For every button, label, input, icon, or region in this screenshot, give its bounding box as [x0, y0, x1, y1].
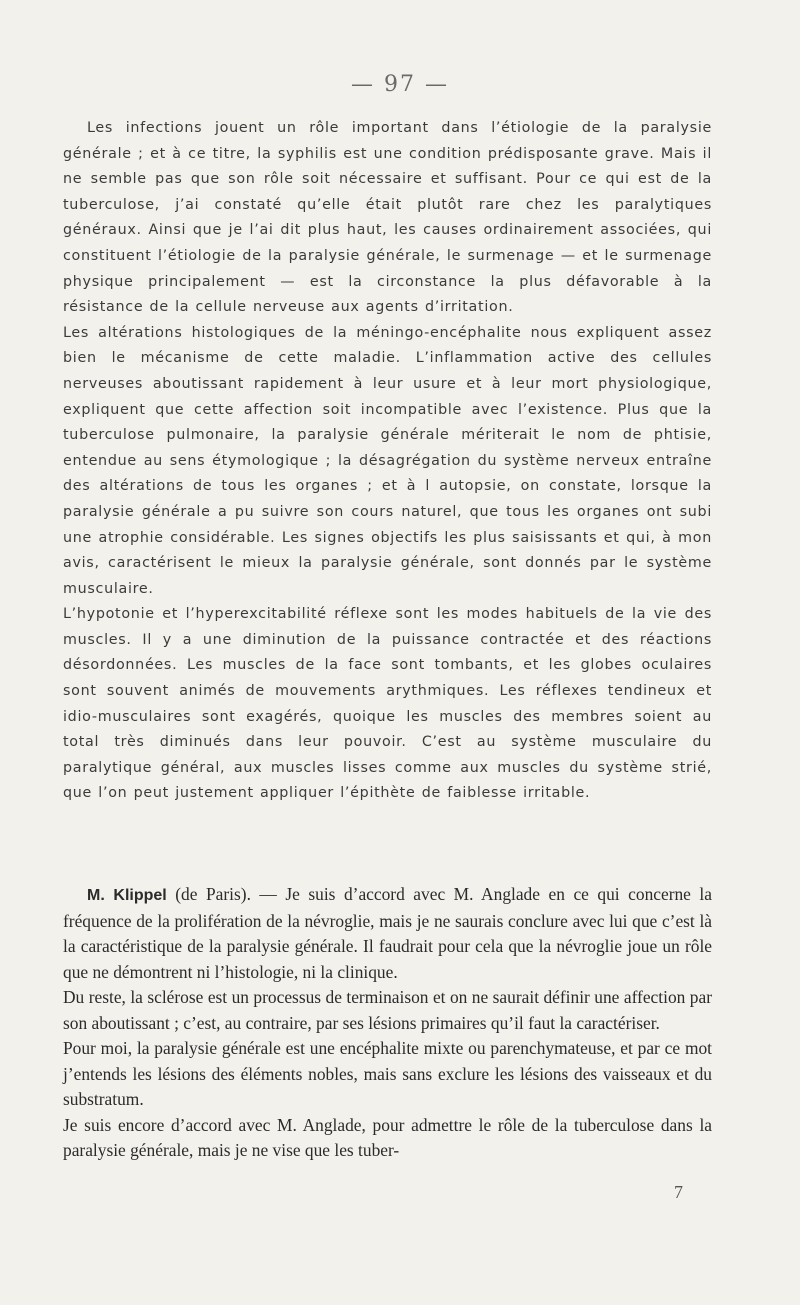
page-number: — 97 — — [351, 72, 449, 97]
speaker-name: M. Klippel — [87, 887, 167, 904]
paragraph: Les infections jouent un rôle important dans l’étiologie de la paralysie générale ; et à ce titre, la syphilis est une condition prédisposante grave. Mais il ne semble pas que son rôle soit nécessaire et suffisant. Pour ce qui est de la tuberculose, j’ai constaté qu’elle était plutôt rare chez les paralytiques généraux. Ainsi que je l’ai dit plus haut, les causes ordinairement associées, qui constituent l’étiologie de la paralysie générale, le surmenage — et le surmenage physique principalement — est la circonstance la plus défavorable à la résistance de la cellule nerveuse aux agents d’irritation. — [63, 120, 712, 316]
section-b — [63, 882, 712, 1164]
paragraph: Pour moi, la paralysie générale est une encéphalite mixte ou parenchymateuse, et par ce mot j’entends les lésions des éléments nobles, mais sans exclure les lésions des vaisseaux et du substratum. — [63, 1038, 712, 1109]
paragraph: Du reste, la sclérose est un processus de terminaison et on ne saurait définir une affection par son aboutissant ; c’est, au contraire, par ses lésions primaires qu’il faut la caractériser. — [63, 987, 712, 1033]
paragraph: L’hypotonie et l’hyperexcitabilité réflexe sont les modes habituels de la vie des muscles. Il y a une diminution de la puissance contractée et des réactions désordonnées. Les muscles de la face sont tombants, et les globes oculaires sont souvent animés de mouvements arythmiques. Les réflexes tendineux et idio-musculaires sont exagérés, quoique les muscles des membres soient au total très diminués dans leur pouvoir. C’est au système musculaire du paralytique général, aux muscles lisses comme aux muscles du système strié, que l’on peut justement appliquer l’épithète de faiblesse irritable. — [63, 606, 712, 802]
paragraph: Je suis encore d’accord avec M. Anglade, pour admettre le rôle de la tuberculose dans la paralysie générale, mais je ne vise que les tuber- — [63, 1114, 712, 1160]
section-a — [63, 116, 712, 807]
speaker-paragraph — [63, 882, 712, 985]
paragraph: Les altérations histologiques de la méningo-encéphalite nous expliquent assez bien le mécanisme de cette maladie. L’inflammation active des cellules nerveuses aboutissant rapidement à leur usure et à leur mort physiologique, expliquent que cette affection soit incompatible avec l’existence. Plus que la tuberculose pulmonaire, la paralysie générale mériterait le nom de phtisie, entendue au sens étymologique ; la désagrégation du système nerveux entraîne des altérations de tous les organes ; et à l autopsie, on constate, lorsque la paralysie générale a pu suivre son cours naturel, que tous les organes ont subi une atrophie considérable. Les signes objectifs les plus saisissants et qui, à mon avis, caractérisent le mieux la paralysie générale, sont donnés par le système musculaire. — [63, 324, 712, 597]
signature-mark: 7 — [674, 1182, 683, 1202]
speaker-text: (de Paris). — Je suis d’accord avec M. Anglade en ce qui concerne la fréquence de la prolifération de la névroglie, mais je ne saurais conclure avec lui que c’est là la caractéristique de la paralysie générale. Il faudrait pour cela que la névroglie joue un rôle que ne démontrent ni l’histologie, ni la clinique. — [63, 884, 712, 982]
